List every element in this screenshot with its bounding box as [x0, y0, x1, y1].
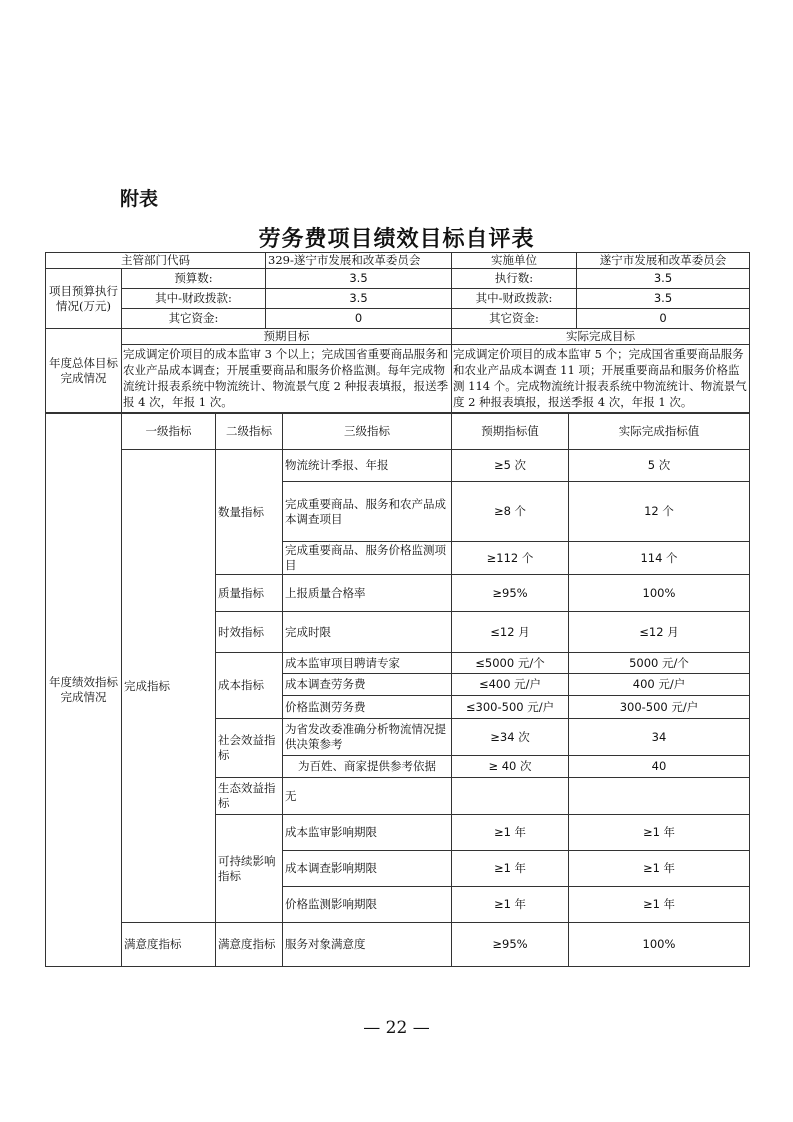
- actual-value: 400 元/户: [569, 674, 750, 696]
- overall-text-row: [46, 345, 750, 413]
- indicator: 成本监审影响期限: [283, 815, 452, 851]
- summary-table: [45, 252, 750, 413]
- budget-row: [46, 289, 750, 309]
- indicator: 成本监审项目聘请专家: [283, 653, 452, 674]
- actual-value: 12 个: [569, 482, 750, 542]
- overall-section-label: 年度总体目标完成情况: [46, 329, 122, 413]
- indicator: 价格监测影响期限: [283, 887, 452, 923]
- indicator: 无: [283, 778, 452, 815]
- actual-value: ≤12 月: [569, 612, 750, 653]
- indicator: 上报质量合格率: [283, 575, 452, 612]
- header-row: [46, 253, 750, 269]
- budget-label-a: 预算数:: [122, 269, 266, 289]
- table-row: [46, 450, 750, 482]
- expected-value: ≥1 年: [452, 887, 569, 923]
- indicator: 为百姓、商家提供参考依据: [283, 756, 452, 778]
- budget-value-a: 3.5: [266, 289, 452, 309]
- expected-goal-header: 预期目标: [122, 329, 452, 345]
- col-header-level1: 一级指标: [122, 414, 216, 450]
- appendix-label: 附表: [120, 188, 159, 210]
- expected-value: ≥5 次: [452, 450, 569, 482]
- performance-table: [45, 413, 750, 967]
- actual-value: ≥1 年: [569, 851, 750, 887]
- actual-value: ≥1 年: [569, 815, 750, 851]
- level1-satisfaction: 满意度指标: [122, 923, 216, 967]
- actual-value: 114 个: [569, 542, 750, 575]
- expected-value: ≥112 个: [452, 542, 569, 575]
- performance-header-row: [46, 414, 750, 450]
- overall-header-row: [46, 329, 750, 345]
- expected-value: ≥34 次: [452, 719, 569, 756]
- actual-value: 40: [569, 756, 750, 778]
- budget-label-b: 其中-财政拨款:: [452, 289, 577, 309]
- page-number: — 22 —: [363, 1018, 430, 1038]
- indicator: 为省发改委准确分析物流情况提供决策参考: [283, 719, 452, 756]
- budget-row: [46, 269, 750, 289]
- budget-value-b: 3.5: [577, 289, 750, 309]
- level2-timeliness: 时效指标: [216, 612, 283, 653]
- col-header-expected: 预期指标值: [452, 414, 569, 450]
- indicator: 成本调查影响期限: [283, 851, 452, 887]
- budget-label-a: 其中-财政拨款:: [122, 289, 266, 309]
- budget-value-a: 0: [266, 309, 452, 329]
- budget-section-label: 项目预算执行情况(万元): [46, 269, 122, 329]
- expected-value: ≤12 月: [452, 612, 569, 653]
- indicator: 价格监测劳务费: [283, 696, 452, 719]
- actual-value: [569, 778, 750, 815]
- dept-code-label: 主管部门代码: [46, 253, 266, 269]
- level2-quality: 质量指标: [216, 575, 283, 612]
- expected-value: ≥ 40 次: [452, 756, 569, 778]
- level2-quantity: 数量指标: [216, 450, 283, 575]
- col-header-level2: 二级指标: [216, 414, 283, 450]
- expected-value: [452, 778, 569, 815]
- expected-value: ≥1 年: [452, 815, 569, 851]
- actual-value: 100%: [569, 923, 750, 967]
- col-header-actual: 实际完成指标值: [569, 414, 750, 450]
- budget-value-b: 0: [577, 309, 750, 329]
- impl-unit-value: 遂宁市发展和改革委员会: [577, 253, 750, 269]
- level1-completion: 完成指标: [122, 450, 216, 923]
- level2-social-benefit: 社会效益指标: [216, 719, 283, 778]
- indicator: 服务对象满意度: [283, 923, 452, 967]
- indicator: 完成重要商品、服务价格监测项目: [283, 542, 452, 575]
- actual-value: 5000 元/个: [569, 653, 750, 674]
- actual-value: 5 次: [569, 450, 750, 482]
- level2-sustainability: 可持续影响指标: [216, 815, 283, 923]
- level2-ecological-benefit: 生态效益指标: [216, 778, 283, 815]
- dept-code-value: 329-遂宁市发展和改革委员会: [266, 253, 452, 269]
- expected-goal-text: 完成调定价项目的成本监审 3 个以上；完成国省重要商品服务和农业产品成本调查；开展重要商品和服务价格监测。每年完成物流统计报表系统中物流统计、物流景气度 2 种报表填报，报送季报 4 次，年报 1 次。: [122, 345, 452, 413]
- expected-value: ≥1 年: [452, 851, 569, 887]
- level2-satisfaction: 满意度指标: [216, 923, 283, 967]
- impl-unit-label: 实施单位: [452, 253, 577, 269]
- performance-section-label: 年度绩效指标完成情况: [46, 414, 122, 967]
- indicator: 成本调查劳务费: [283, 674, 452, 696]
- level2-cost: 成本指标: [216, 653, 283, 719]
- col-header-level3: 三级指标: [283, 414, 452, 450]
- expected-value: ≤400 元/户: [452, 674, 569, 696]
- actual-value: 100%: [569, 575, 750, 612]
- expected-value: ≥95%: [452, 923, 569, 967]
- budget-label-b: 其它资金:: [452, 309, 577, 329]
- indicator: 物流统计季报、年报: [283, 450, 452, 482]
- actual-goal-text: 完成调定价项目的成本监审 5 个；完成国省重要商品服务和农业产品成本调查 11 项；开展重要商品和服务价格监测 114 个。完成物流统计报表系统中物流统计、物流景气度 2 种报表填报，报送季报 4 次，年报 1 次。: [452, 345, 750, 413]
- indicator: 完成重要商品、服务和农产品成本调查项目: [283, 482, 452, 542]
- actual-value: ≥1 年: [569, 887, 750, 923]
- expected-value: ≥8 个: [452, 482, 569, 542]
- page-title: 劳务费项目绩效目标自评表: [258, 226, 535, 252]
- expected-value: ≤5000 元/个: [452, 653, 569, 674]
- expected-value: ≥95%: [452, 575, 569, 612]
- actual-value: 300-500 元/户: [569, 696, 750, 719]
- table-row: [46, 923, 750, 967]
- budget-value-a: 3.5: [266, 269, 452, 289]
- indicator: 完成时限: [283, 612, 452, 653]
- expected-value: ≤300-500 元/户: [452, 696, 569, 719]
- budget-label-a: 其它资金:: [122, 309, 266, 329]
- budget-value-b: 3.5: [577, 269, 750, 289]
- budget-label-b: 执行数:: [452, 269, 577, 289]
- actual-goal-header: 实际完成目标: [452, 329, 750, 345]
- actual-value: 34: [569, 719, 750, 756]
- budget-row: [46, 309, 750, 329]
